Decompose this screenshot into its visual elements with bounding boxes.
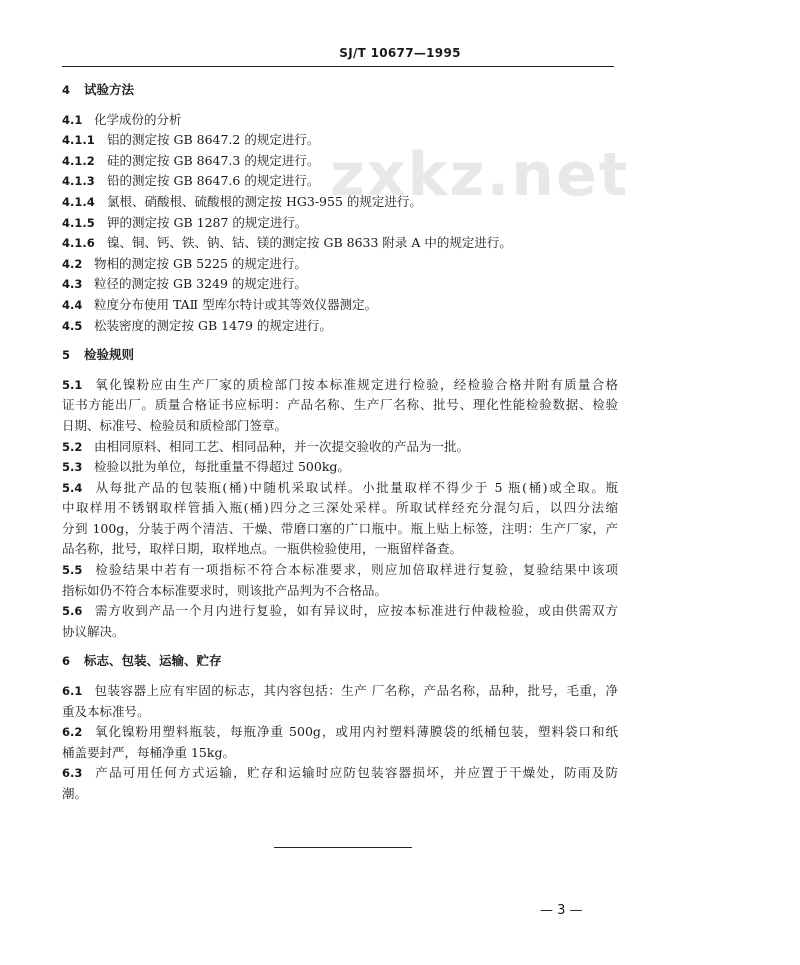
section-number: 6	[62, 654, 71, 669]
clause-4-1-1	[62, 130, 618, 151]
clause-number: 4.2	[62, 256, 83, 271]
clause-4-1-2	[62, 151, 618, 172]
clause-text: 钾的测定按 GB 1287 的规定进行。	[107, 214, 308, 230]
clause-number: 5.5	[62, 563, 83, 578]
clause-4-5	[62, 316, 618, 337]
clause-number: 5.4	[62, 480, 83, 495]
clause-number: 5.2	[62, 439, 83, 454]
clause-text: 硅的测定按 GB 8647.3 的规定进行。	[107, 152, 320, 168]
section-heading-5	[62, 345, 618, 366]
section-number: 5	[62, 348, 71, 363]
clause-number: 4.1	[62, 112, 83, 127]
clause-text: 物相的测定按 GB 5225 的规定进行。	[94, 255, 307, 271]
clause-5-5-cont: 指标如仍不符合本标准要求时，则该批产品判为不合格品。	[62, 582, 388, 598]
clause-number: 4.1.2	[62, 153, 95, 168]
clause-number: 5.6	[62, 604, 83, 619]
end-of-text-rule	[274, 847, 412, 848]
clause-text: 检验结果中若有一项指标不符合本标准要求，则应加倍取样进行复验，复验结果中该项	[94, 562, 618, 578]
section-title: 试验方法	[84, 82, 135, 97]
clause-4-1-5	[62, 213, 618, 234]
section-heading-4	[62, 80, 618, 101]
clause-number: 6.1	[62, 684, 83, 699]
clause-number: 6.2	[62, 725, 83, 740]
clause-number: 5.3	[62, 460, 83, 475]
clause-5-1	[62, 375, 618, 396]
clause-6-2-cont: 桶盖要封严，每桶净重 15kg。	[62, 744, 235, 760]
page-number: — 3 —	[540, 903, 583, 918]
clause-text: 需方收到产品一个月内进行复验，如有异议时，应按本标准进行仲裁检验，或由供需双方	[94, 603, 618, 619]
clause-5-4	[62, 478, 618, 499]
clause-text: 铝的测定按 GB 8647.2 的规定进行。	[107, 132, 320, 148]
section-title: 检验规则	[84, 347, 135, 363]
document-body	[62, 80, 618, 805]
clause-5-3	[62, 457, 618, 478]
clause-number: 4.1.4	[62, 194, 95, 209]
clause-4-1-6	[62, 233, 618, 254]
watermark: zxkz.net	[330, 140, 630, 210]
clause-number: 4.1.6	[62, 236, 95, 251]
clause-5-2	[62, 437, 618, 458]
clause-5-6	[62, 601, 618, 622]
section-heading-6	[62, 651, 618, 672]
clause-5-1-cont: 证书方能出厂。质量合格证书应标明：产品名称、生产厂名称、批号、理化性能检验数据、检验	[62, 397, 618, 413]
clause-6-2	[62, 722, 618, 743]
clause-text: 产品可用任何方式运输，贮存和运输时应防包装容器损坏，并应置于干燥处，防雨及防	[94, 765, 618, 781]
clause-4-3	[62, 274, 618, 295]
clause-text: 粒度分布使用 TAⅡ 型库尔特计或其等效仪器测定。	[94, 296, 378, 312]
clause-4-1-3	[62, 171, 618, 192]
clause-6-3-cont: 潮。	[62, 786, 88, 801]
clause-number: 5.1	[62, 377, 83, 392]
clause-text: 包装容器上应有牢固的标志，其内容包括：生产 厂名称，产品名称，品种，批号，毛重，净	[94, 683, 618, 699]
clause-number: 4.1.1	[62, 133, 95, 148]
clause-text: 从每批产品的包装瓶(桶)中随机采取试样。小批量取样不得少于 5 瓶(桶)或全取。瓶	[94, 479, 618, 495]
clause-text: 检验以批为单位，每批重量不得超过 500kg。	[94, 459, 350, 475]
clause-4-1-4	[62, 192, 618, 213]
clause-6-3	[62, 763, 618, 784]
clause-5-4-cont: 分到 100g，分装于两个清洁、干燥、带磨口塞的广口瓶中。瓶上贴上标签，注明：生产厂家，产	[62, 520, 618, 536]
clause-number: 4.1.5	[62, 215, 95, 230]
clause-text: 粒径的测定按 GB 3249 的规定进行。	[94, 276, 307, 292]
clause-5-5	[62, 560, 618, 581]
clause-number: 6.3	[62, 766, 83, 781]
clause-4-1	[62, 110, 618, 131]
clause-text: 铅的测定按 GB 8647.6 的规定进行。	[107, 173, 320, 189]
clause-text: 氯根、硝酸根、硫酸根的测定按 HG3-955 的规定进行。	[107, 193, 422, 209]
clause-4-2	[62, 254, 618, 275]
clause-number: 4.1.3	[62, 174, 95, 189]
clause-5-1-cont: 日期、标准号、检验员和质检部门签章。	[62, 417, 288, 433]
section-title: 标志、包装、运输、贮存	[84, 653, 222, 669]
section-number: 4	[62, 83, 71, 97]
clause-text: 氧化镍粉应由生产厂家的质检部门按本标准规定进行检验，经检验合格并附有质量合格	[94, 376, 618, 392]
clause-text: 由相同原料、相同工艺、相同品种，并一次提交验收的产品为一批。	[94, 438, 470, 454]
clause-4-4	[62, 295, 618, 316]
clause-6-1	[62, 681, 618, 702]
clause-number: 4.3	[62, 277, 83, 292]
clause-6-1-cont: 重及本标准号。	[62, 703, 150, 719]
clause-number: 4.5	[62, 318, 83, 333]
clause-text: 氧化镍粉用塑料瓶装，每瓶净重 500g，或用内衬塑料薄膜袋的纸桶包装，塑料袋口和纸	[94, 724, 618, 740]
standard-number-header: SJ/T 10677—1995	[339, 46, 461, 60]
clause-5-4-cont: 品名称，批号，取样日期，取样地点。一瓶供检验使用，一瓶留样备查。	[62, 541, 463, 557]
clause-number: 4.4	[62, 297, 83, 312]
clause-5-6-cont: 协议解决。	[62, 623, 125, 639]
clause-text: 镍、铜、钙、铁、钠、钴、镁的测定按 GB 8633 附录 A 中的规定进行。	[107, 235, 512, 251]
header-rule	[62, 66, 614, 67]
clause-text: 松装密度的测定按 GB 1479 的规定进行。	[94, 317, 332, 333]
clause-text: 化学成份的分析	[94, 111, 182, 127]
clause-5-4-cont: 中取样用不锈钢取样管插入瓶(桶)四分之三深处采样。所取试样经充分混匀后，以四分法缩	[62, 500, 618, 516]
